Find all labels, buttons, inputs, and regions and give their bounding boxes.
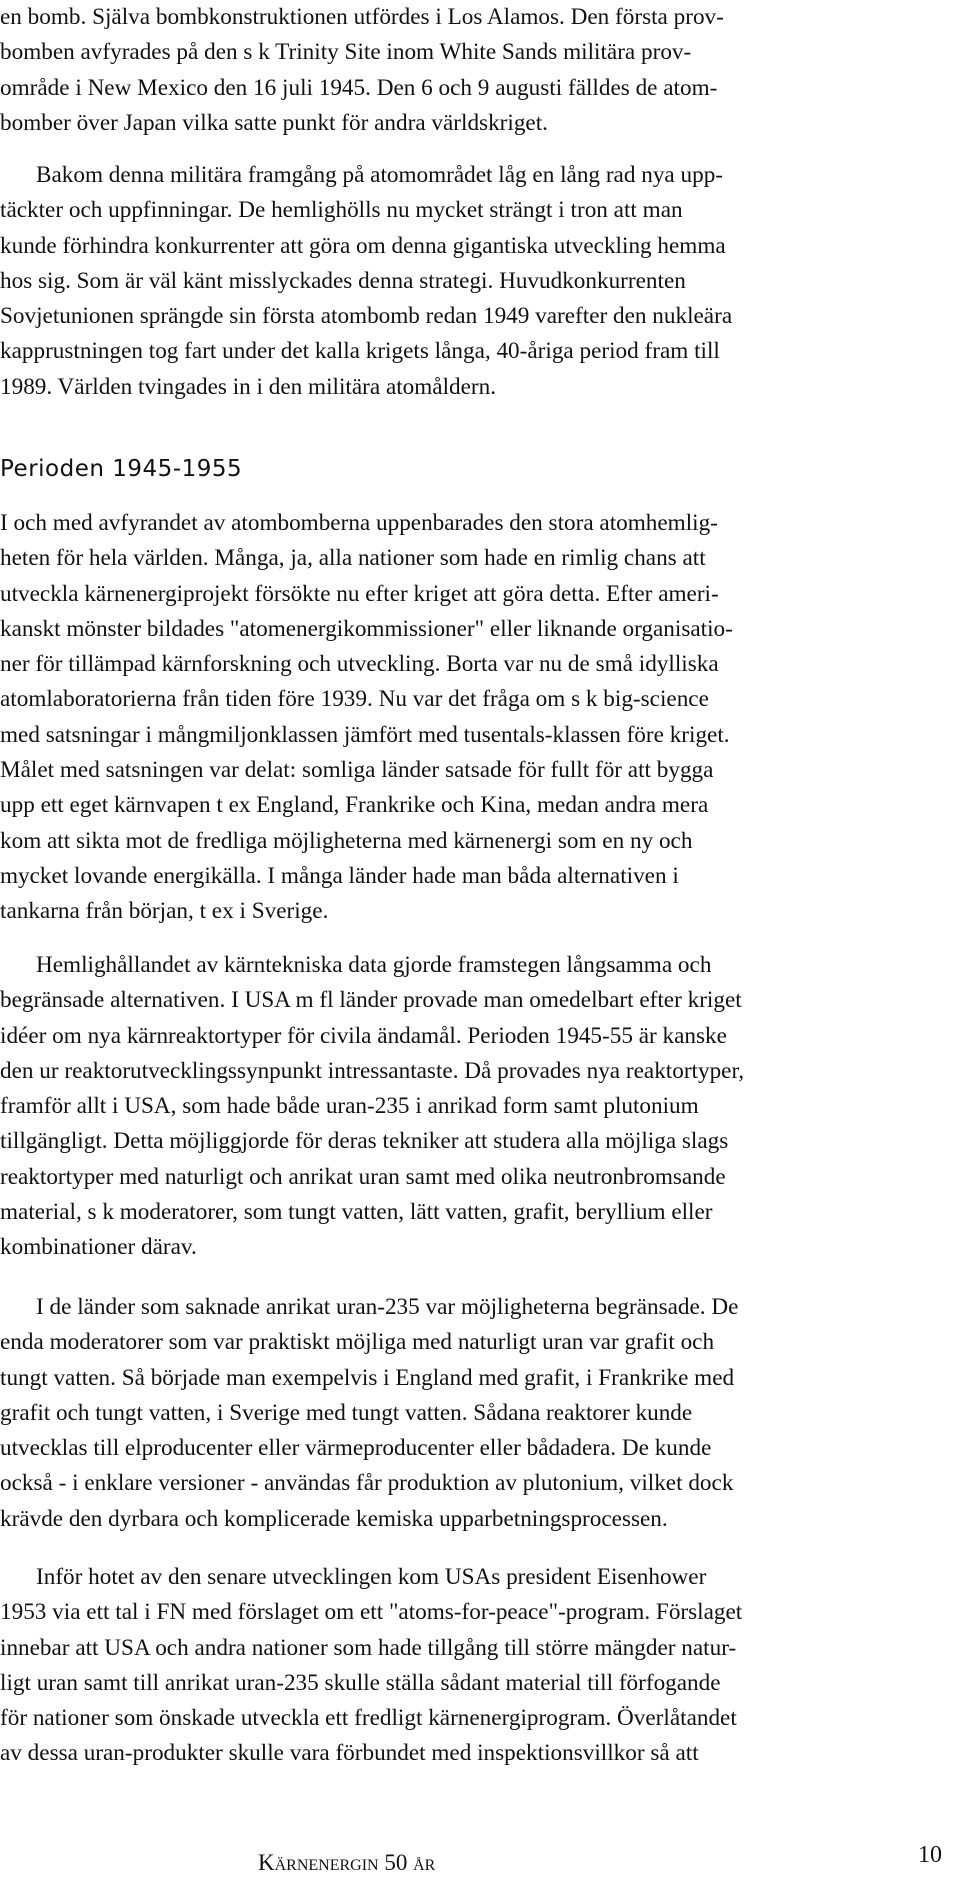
text-line: kanskt mönster bildades "atomenergikommissioner" eller liknande organisatio- [0, 615, 733, 642]
text-line: bomben avfyrades på den s k Trinity Site inom White Sands militära prov- [0, 39, 692, 66]
text-line: ner för tillämpad kärnforskning och utveckling. Borta var nu de små idylliska [0, 651, 719, 678]
text-line: idéer om nya kärnreaktortyper för civila ändamål. Perioden 1945-55 är kanske [0, 1022, 727, 1049]
text-line: 1953 via ett tal i FN med förslaget om ett "atoms-for-peace"-program. Förslaget [0, 1599, 743, 1626]
text-line: hos sig. Som är väl känt misslyckades denna strategi. Huvudkonkurrenten [0, 267, 686, 294]
text-line: innebar att USA och andra nationer som hade tillgång till större mängder natur- [0, 1634, 737, 1661]
text-line: upp ett eget kärnvapen t ex England, Frankrike och Kina, medan andra mera [0, 792, 709, 819]
text-line: utveckla kärnenergiprojekt försökte nu efter kriget att göra detta. Efter ameri- [0, 580, 719, 607]
text-line: av dessa uran-produkter skulle vara förbundet med inspektionsvillkor så att [0, 1740, 699, 1767]
section-heading: Perioden 1945-1955 [0, 456, 243, 482]
text-line: kom att sikta mot de fredliga möjligheterna med kärnenergi som en ny och [0, 827, 693, 854]
text-line: enda moderatorer som var praktiskt möjliga med naturligt uran var grafit och [0, 1329, 715, 1356]
text-line: tungt vatten. Så började man exempelvis i England med grafit, i Frankrike med [0, 1364, 735, 1391]
paragraph-atom-bomb-intro [0, 0, 946, 141]
text-line: material, s k moderatorer, som tungt vatten, lätt vatten, grafit, beryllium eller [0, 1199, 713, 1226]
text-line: med satsningar i mångmiljonklassen jämfört med tusentals-klassen före kriget. [0, 721, 730, 748]
text-line: begränsade alternativen. I USA m fl länder provade man omedelbart efter kriget [0, 987, 742, 1014]
text-line: tankarna från början, t ex i Sverige. [0, 898, 329, 925]
text-line: ligt uran samt till anrikat uran-235 skulle ställa sådant material till förfogande [0, 1669, 721, 1696]
text-line: också - i enklare versioner - användas får produktion av plutonium, vilket dock [0, 1470, 734, 1497]
text-line: grafit och tungt vatten, i Sverige med tungt vatten. Sådana reaktorer kunde [0, 1399, 693, 1426]
text-line: Sovjetunionen sprängde sin första atombomb redan 1949 varefter den nukleära [0, 303, 733, 330]
text-line: en bomb. Själva bombkonstruktionen utfördes i Los Alamos. Den första prov- [0, 4, 724, 30]
text-line: täckter och uppfinningar. De hemlighölls nu mycket strängt i tron att man [0, 197, 683, 224]
footer-title-text: Kärnenergin 50 år [258, 1850, 436, 1875]
running-footer-title [258, 1850, 435, 1876]
text-line: 1989. Världen tvingades in i den militära atomåldern. [0, 373, 497, 400]
text-line: kapprustningen tog fart under det kalla krigets långa, 40-åriga period fram till [0, 338, 720, 365]
text-line: utvecklas till elproducenter eller värmeproducenter eller bådadera. De kunde [0, 1435, 712, 1462]
text-line: kunde förhindra konkurrenter att göra om denna gigantiska utveckling hemma [0, 232, 726, 259]
text-line: atomlaboratorierna från tiden före 1939. Nu var det fråga om s k big-science [0, 686, 709, 713]
text-line: reaktortyper med naturligt och anrikat uran samt med olika neutronbromsande [0, 1163, 726, 1190]
text-line: Hemlighållandet av kärntekniska data gjorde framstegen långsamma och [36, 952, 712, 978]
text-line: bomber över Japan vilka satte punkt för andra världskriget. [0, 109, 548, 136]
text-line: kombinationer därav. [0, 1234, 197, 1261]
text-line: tillgängligt. Detta möjliggjorde för deras tekniker att studera alla möjliga slags [0, 1128, 729, 1155]
text-line: I de länder som saknade anrikat uran-235 var möjligheterna begränsade. De [36, 1294, 739, 1320]
page-number: 10 [918, 1842, 942, 1868]
text-line: Bakom denna militära framgång på atomområdet låg en lång rad nya upp- [36, 162, 724, 188]
text-line: område i New Mexico den 16 juli 1945. Den 6 och 9 augusti fälldes de atom- [0, 74, 718, 101]
paragraph-moderators [0, 1290, 946, 1537]
text-line: mycket lovande energikälla. I många länder hade man båda alternativen i [0, 862, 679, 889]
text-line: krävde den dyrbara och komplicerade kemiska upparbetningsprocessen. [0, 1505, 668, 1532]
text-line: framför allt i USA, som hade både uran-235 i anrikad form samt plutonium [0, 1093, 699, 1120]
paragraph-atoms-for-peace [0, 1560, 946, 1772]
text-line: Inför hotet av den senare utvecklingen kom USAs president Eisenhower [36, 1564, 707, 1590]
paragraph-military-success [0, 158, 946, 405]
text-line: den ur reaktorutvecklingssynpunkt intressantaste. Då provades nya reaktortyper, [0, 1057, 745, 1084]
text-line: för nationer som önskade utveckla ett fredligt kärnenergiprogram. Överlåtandet [0, 1705, 737, 1732]
paragraph-secrecy [0, 948, 946, 1266]
paragraph-atom-secret-revealed [0, 506, 946, 930]
text-line: heten för hela världen. Många, ja, alla nationer som hade en rimlig chans att [0, 545, 706, 572]
text-line: Målet med satsningen var delat: somliga länder satsade för fullt för att bygga [0, 757, 714, 784]
text-line: I och med avfyrandet av atombomberna uppenbarades den stora atomhemlig- [0, 510, 718, 536]
